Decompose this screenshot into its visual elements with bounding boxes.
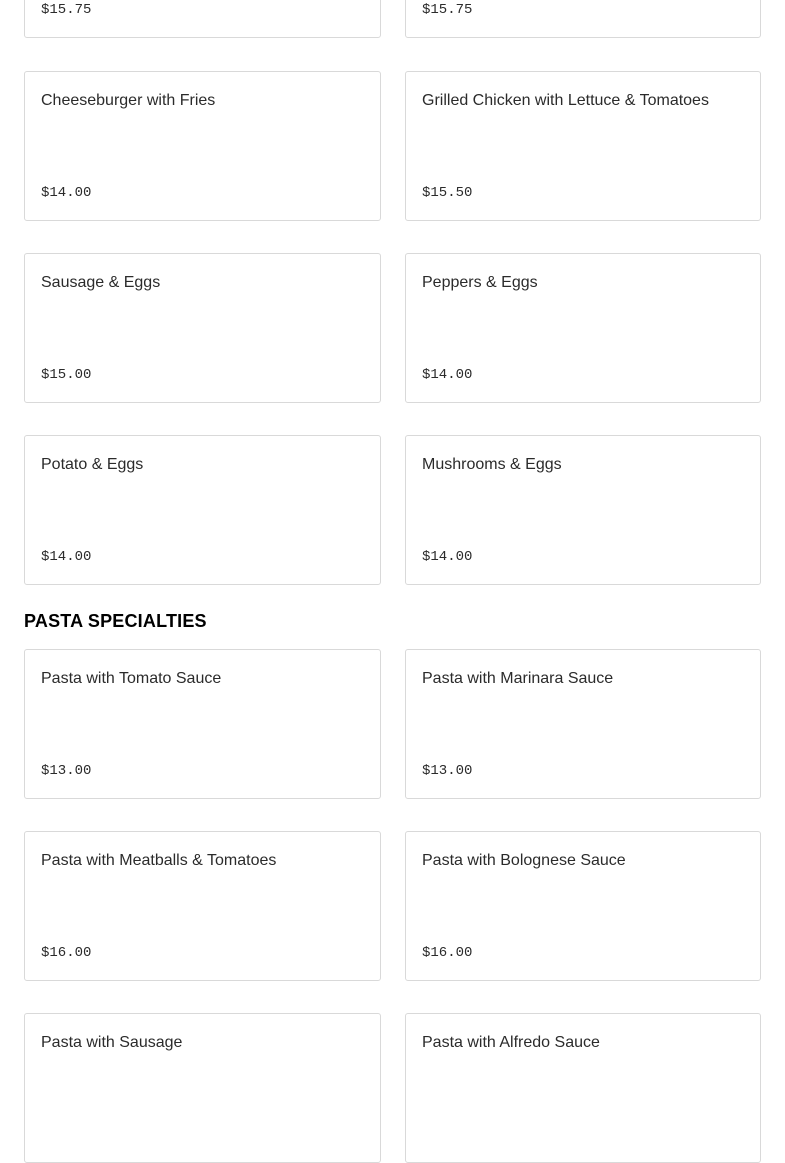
menu-item-card[interactable] [405, 71, 761, 221]
menu-grid-section-1 [24, 71, 761, 585]
menu-item-name: Grilled Chicken with Lettuce & Tomatoes [422, 92, 709, 109]
menu-item-card[interactable] [24, 1013, 381, 1163]
menu-item-price: $15.75 [422, 2, 473, 18]
menu-item-price: $14.00 [41, 549, 92, 565]
menu-item-card[interactable] [405, 435, 761, 585]
menu-item-card[interactable] [405, 253, 761, 403]
menu-item-card[interactable] [24, 253, 381, 403]
section-title: PASTA SPECIALTIES [24, 611, 207, 631]
menu-item-price: $16.00 [422, 945, 473, 961]
menu-item-price: $15.75 [41, 2, 92, 18]
menu-item-name: Cheeseburger with Fries [41, 92, 216, 109]
menu-item-name: Sausage & Eggs [41, 274, 161, 291]
menu-item-card[interactable] [24, 831, 381, 981]
menu-item-card[interactable] [405, 831, 761, 981]
menu-item-card[interactable] [24, 435, 381, 585]
menu-item-price: $14.00 [41, 185, 92, 201]
menu-grid-previous [24, 0, 761, 38]
menu-item-price: $14.00 [422, 367, 473, 383]
menu-item-price: $13.00 [422, 763, 473, 779]
menu-item-card[interactable] [24, 0, 381, 38]
menu-item-name: Pasta with Marinara Sauce [422, 670, 614, 687]
menu-item-name: Peppers & Eggs [422, 274, 538, 291]
menu-item-card[interactable] [405, 1013, 761, 1163]
menu-item-card[interactable] [24, 71, 381, 221]
menu-item-price: $15.00 [41, 367, 92, 383]
menu-item-price: $16.00 [41, 945, 92, 961]
menu-item-name: Pasta with Bolognese Sauce [422, 852, 626, 869]
menu-item-price: $13.00 [41, 763, 92, 779]
menu-item-name: Pasta with Sausage [41, 1034, 183, 1051]
menu-item-card[interactable] [405, 649, 761, 799]
menu-item-name: Pasta with Meatballs & Tomatoes [41, 852, 277, 869]
menu-item-price: $14.00 [422, 549, 473, 565]
menu-item-card[interactable] [405, 0, 761, 38]
menu-item-name: Potato & Eggs [41, 456, 144, 473]
menu-item-name: Mushrooms & Eggs [422, 456, 562, 473]
menu-item-name: Pasta with Tomato Sauce [41, 670, 222, 687]
menu-item-name: Pasta with Alfredo Sauce [422, 1034, 600, 1051]
menu-item-price: $15.50 [422, 185, 473, 201]
menu-item-card[interactable] [24, 649, 381, 799]
menu-grid-pasta [24, 649, 761, 1163]
